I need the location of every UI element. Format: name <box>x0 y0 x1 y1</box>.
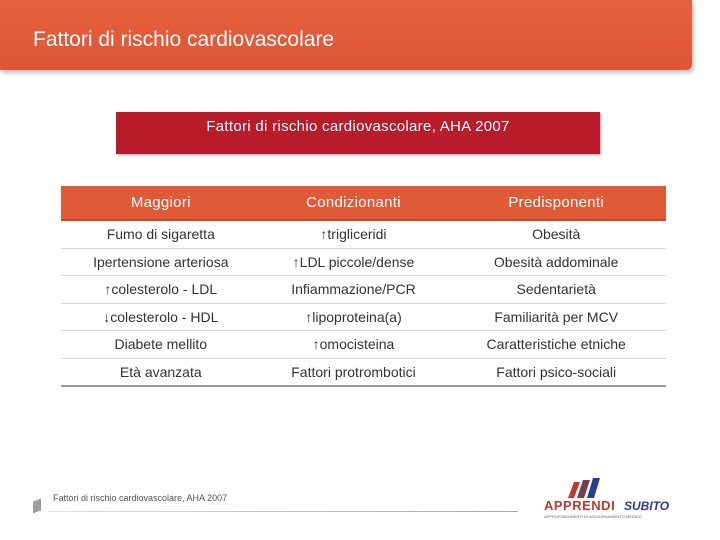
table-cell: Obesità <box>446 220 666 248</box>
table-row <box>61 248 666 276</box>
table-row <box>61 358 666 386</box>
footer-mark <box>33 499 41 514</box>
footer-divider <box>48 511 518 512</box>
table-cell: ↑LDL piccole/dense <box>261 248 447 276</box>
table-cell: ↑omocisteina <box>261 331 447 359</box>
table-cell: Diabete mellito <box>61 331 261 359</box>
logo-tagline: APPROFONDIMENTI DI AGGIORNAMENTO MEDICO <box>544 514 642 519</box>
table-cell: Infiammazione/PCR <box>261 276 447 304</box>
subtitle-text: Fattori di rischio cardiovascolare, AHA 2007 <box>206 118 510 135</box>
table-row <box>61 220 666 248</box>
table-row <box>61 276 666 304</box>
table-cell: Fattori psico-sociali <box>446 358 666 386</box>
table-cell: Ipertensione arteriosa <box>61 248 261 276</box>
table-cell: Caratteristiche etniche <box>446 331 666 359</box>
table-cell: ↑colesterolo - LDL <box>61 276 261 304</box>
logo-text: APPRENDI <box>544 498 616 513</box>
table-cell: Sedentarietà <box>446 276 666 304</box>
footnote: Fattori di rischio cardiovascolare, AHA 2007 <box>53 493 228 503</box>
table-cell: ↓colesterolo - HDL <box>61 303 261 331</box>
table-cell: Familiarità per MCV <box>446 303 666 331</box>
table-cell: Obesità addominale <box>446 248 666 276</box>
table-header-row <box>61 186 666 220</box>
subtitle-box <box>116 112 600 154</box>
table-cell: ↑lipoproteina(a) <box>261 303 447 331</box>
table-cell: ↑trigliceridi <box>261 220 447 248</box>
table-cell: Età avanzata <box>61 358 261 386</box>
table-cell: Fattori protrombotici <box>261 358 447 386</box>
page-title: Fattori di rischio cardiovascolare <box>33 28 335 51</box>
table-row <box>61 303 666 331</box>
table-row <box>61 331 666 359</box>
logo-sub: SUBITO <box>624 499 670 513</box>
apprendi-subito-logo <box>544 478 684 524</box>
header-predisponenti: Predisponenti <box>446 186 666 220</box>
header-maggiori: Maggiori <box>61 186 261 220</box>
header-bar <box>0 0 692 70</box>
logo-mark-icon <box>566 478 606 498</box>
header-condizionanti: Condizionanti <box>261 186 447 220</box>
risk-factors-table <box>61 186 666 387</box>
table-cell: Fumo di sigaretta <box>61 220 261 248</box>
